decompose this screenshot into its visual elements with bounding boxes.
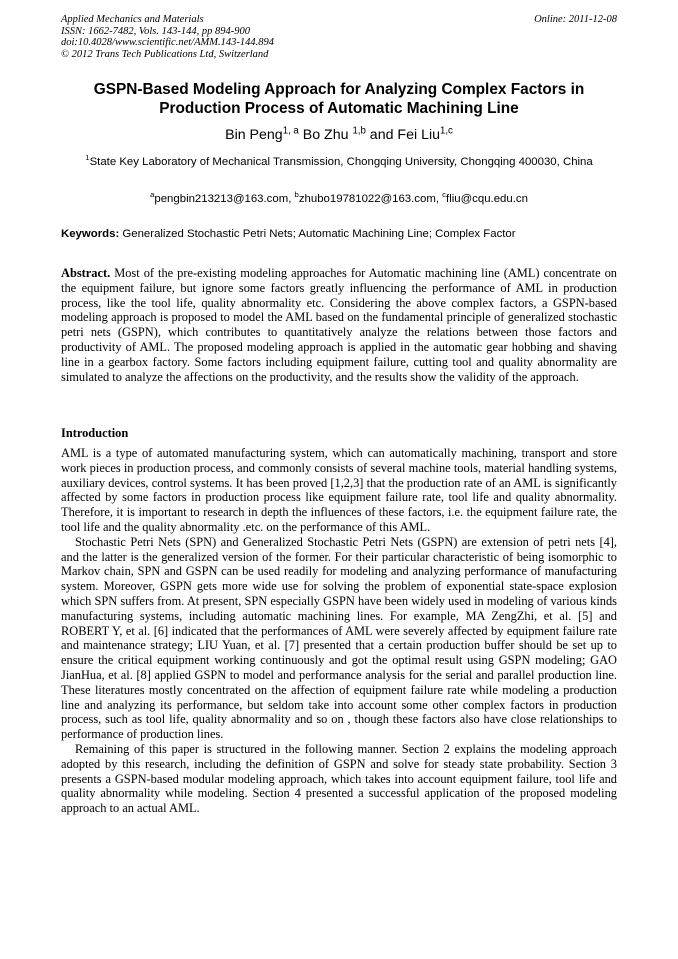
keywords-label: Keywords:	[61, 228, 120, 240]
email-address[interactable]: pengbin213213@163.com	[154, 193, 289, 205]
doi-line: doi:10.4028/www.scientific.net/AMM.143-144.894	[61, 37, 274, 49]
introduction-body	[61, 446, 617, 816]
keywords	[61, 227, 617, 242]
email-address[interactable]: fliu@cqu.edu.cn	[446, 193, 528, 205]
email-list: $^a$pengbin213213@163.com, $^b$zhubo19781022@163.com, $^c$fliu@cqu.edu.cn	[150, 190, 528, 205]
affiliation	[72, 155, 606, 170]
author-list	[61, 126, 617, 144]
abstract	[61, 266, 617, 384]
paragraph: AML is a type of automated manufacturing system, which can automatically machining, transport and store work pieces in production process, and commonly consists of several machine tools, material handling systems, auxiliary devices, control systems. It has been proved [1,2,3] that the production rate of an AML is significantly affected by some factors in production process like equipment failure rate, tool life and quality abnormality. Therefore, it is important to research in depth the influences of these factors, i.e. the equipment failure rate, the tool life and the quality abnormality .etc. on the performance of this AML.	[61, 446, 617, 534]
copyright-line: © 2012 Trans Tech Publications Ltd, Switzerland	[61, 48, 269, 60]
email-mark: b	[294, 190, 299, 200]
abstract-label: Abstract.	[61, 266, 111, 280]
author-affiliation-mark: 1,b	[352, 125, 366, 137]
affiliation-text: State Key Laboratory of Mechanical Transmission, Chongqing University, Chongqing 400030, China	[89, 156, 593, 168]
issn-line: ISSN: 1662-7482, Vols. 143-144, pp 894-900	[61, 25, 250, 37]
title-line: GSPN-Based Modeling Approach for Analyzing Complex Factors in	[93, 81, 585, 98]
email-mark: a	[150, 190, 155, 200]
email-mark: c	[442, 190, 447, 200]
author-separator: and	[365, 127, 398, 143]
paper-title	[61, 80, 617, 118]
author-name: Bo Zhu	[302, 127, 349, 143]
paragraph: Stochastic Petri Nets (SPN) and Generalized Stochastic Petri Nets (GSPN) are extension of petri nets [4], and the latter is the generalized version of the former. For their particular characteristic of being isomorphic to Markov chain, SPN and GSPN can be used readily for modeling and analyzing performance of manufacturing system. Moreover, GSPN gets more wide use for solving the problem of exponential state-space explosion which SPN suffers from. At present, SPN especially GSPN have been widely used in modeling of various kinds manufacturing systems, including automatic machining lines. For example, MA ZengZhi, et al. [5] and ROBERT Y, et al. [6] indicated that the performances of AML were severely affected by equipment failure rate and maintenance strategy; LIU Yuan, et al. [7] presented that a certain production buffer should be set up to ensure the critical equipment working continuously and got the optimal result using GSPN modeling; GAO JianHua, et al. [8] applied GSPN to model and performance analysis for the serial and parallel production line. These literatures mostly concentrated on the affection of equipment failure rate while modeling a production line and analyzing its performance, but seldom take into account some other complex factors in production process, such as tool life, quality abnormality and so on , though these factors also have close relationships to performance of production lines.	[61, 534, 617, 742]
journal-info	[61, 14, 274, 60]
keywords-text: Generalized Stochastic Petri Nets; Automatic Machining Line; Complex Factor	[122, 228, 516, 240]
author-name: Fei Liu	[397, 127, 441, 143]
section-heading-introduction: Introduction	[61, 426, 129, 440]
journal-name: Applied Mechanics and Materials	[61, 14, 204, 25]
abstract-text: Most of the pre-existing modeling approaches for Automatic machining line (AML) concentrate on the equipment failure, but ignore some factors greatly influencing the performance of AML in production process, like the tool life, quality abnormality etc. Considering the above complex factors, a GSPN-based modeling approach is proposed to model the AML based on the fundamental principle of generalized stochastic petri nets (GSPN), which contributes to quantitatively analyze the relations between those factors and productivity of AML. The proposed modeling approach is applied in the automatic gear hobbing and shaving line in a gearbox factory. Some factors including equipment failure, cutting tool and quality abnormality are simulated to analyze the affections on the productivity, and the results show the validity of the approach.	[61, 266, 617, 384]
title-line: Production Process of Automatic Machining Line	[159, 100, 519, 117]
author-name: Bin Peng	[225, 127, 283, 143]
email-address[interactable]: zhubo19781022@163.com	[298, 193, 436, 205]
author-affiliation-mark: 1, a	[282, 125, 299, 137]
online-date: Online: 2011-12-08	[534, 14, 617, 25]
author-affiliation-mark: 1,c	[440, 125, 453, 137]
paragraph: Remaining of this paper is structured in the following manner. Section 2 explains the modeling approach adopted by this research, including the definition of GSPN and solve for steady state probability. Section 3 presents a GSPN-based modular modeling approach, which takes into account equipment failure, tool life and quality abnormality while modeling. Section 4 presented a successful application of the proposed modeling approach to an actual AML.	[61, 741, 617, 816]
affiliation-mark: 1	[85, 153, 90, 163]
